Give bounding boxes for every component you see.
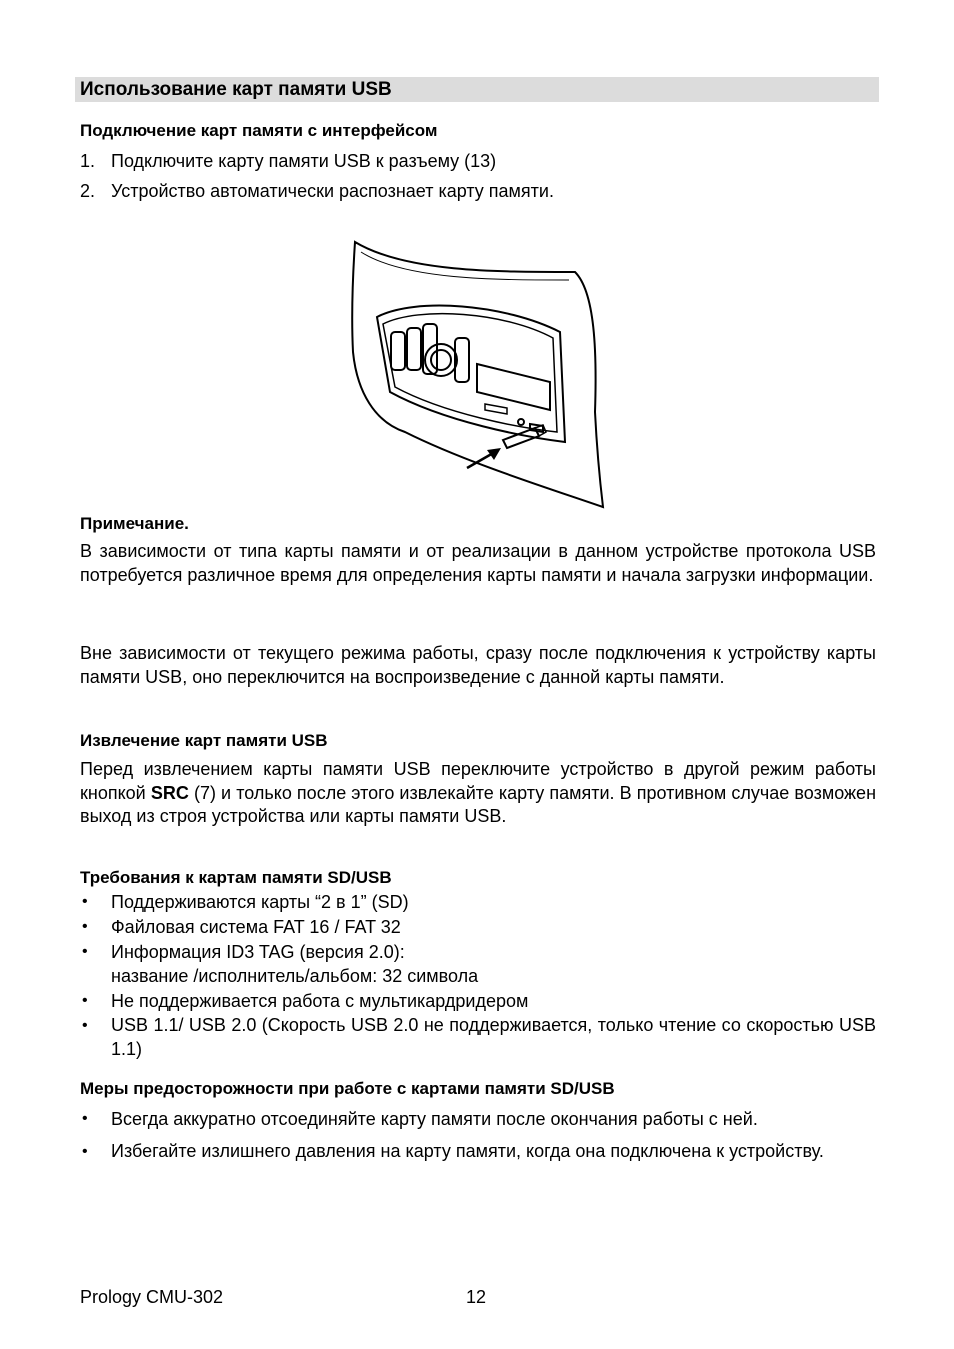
car-stereo-drawing <box>345 232 615 510</box>
remove-text-start: Перед извлечением карты памяти USB переключите устройство в другой режим работы кнопкой <box>80 759 876 803</box>
bullet-icon: • <box>82 1017 88 1034</box>
footer-model: Prology CMU-302 <box>80 1287 224 1307</box>
note-paragraph-2: Вне зависимости от текущего режима работы, сразу после подключения к устройству карты памяти USB, оно переключится на воспроизведение с данной карты памяти. <box>80 643 876 687</box>
requirement-item: Информация ID3 TAG (версия 2.0): <box>111 942 405 962</box>
bullet-icon: • <box>82 1110 88 1127</box>
usb-insertion-illustration <box>345 232 615 510</box>
step-number: 1. <box>80 151 96 171</box>
bullet-icon: • <box>82 918 88 935</box>
src-button-label: SRC <box>150 782 189 803</box>
step-number: 2. <box>80 181 96 201</box>
note-heading: Примечание. <box>80 514 189 533</box>
precaution-item: Всегда аккуратно отсоединяйте карту памяти после окончания работы с ней. <box>111 1109 758 1129</box>
requirement-item: Поддерживаются карты “2 в 1” (SD) <box>111 892 409 912</box>
remove-paragraph <box>80 758 876 829</box>
requirement-item: Файловая система FAT 16 / FAT 32 <box>111 917 401 937</box>
precautions-heading: Меры предосторожности при работе с картами памяти SD/USB <box>80 1079 615 1098</box>
bullet-icon: • <box>82 1143 88 1160</box>
step-text: Подключите карту памяти USB к разъему (13) <box>111 151 497 171</box>
requirement-item: Не поддерживается работа с мультикардридером <box>111 991 529 1011</box>
bullet-icon: • <box>82 943 88 960</box>
bullet-icon: • <box>82 992 88 1009</box>
connect-heading: Подключение карт памяти с интерфейсом <box>80 121 438 140</box>
remove-text-end: (7) и только после этого извлекайте карту памяти. В противном случае возможен выход из строя устройства или карты памяти USB. <box>80 782 877 826</box>
precaution-item: Избегайте излишнего давления на карту памяти, когда она подключена к устройству. <box>111 1141 824 1161</box>
bullet-icon: • <box>82 893 88 910</box>
section-title: Использование карт памяти USB <box>80 79 392 100</box>
requirement-item: USB 1.1/ USB 2.0 (Скорость USB 2.0 не поддерживается, только чтение со скоростью USB 1.1) <box>111 1015 876 1059</box>
page-number: 12 <box>466 1287 487 1307</box>
requirement-item-continued: название /исполнитель/альбом: 32 символа <box>111 966 479 986</box>
remove-heading: Извлечение карт памяти USB <box>80 731 328 750</box>
note-paragraph: В зависимости от типа карты памяти и от реализации в данном устройстве протокола USB потребуется различное время для определения карты памяти и начала загрузки информации. <box>80 541 876 585</box>
step-text: Устройство автоматически распознает карту памяти. <box>111 181 554 201</box>
requirements-heading: Требования к картам памяти SD/USB <box>80 868 392 887</box>
